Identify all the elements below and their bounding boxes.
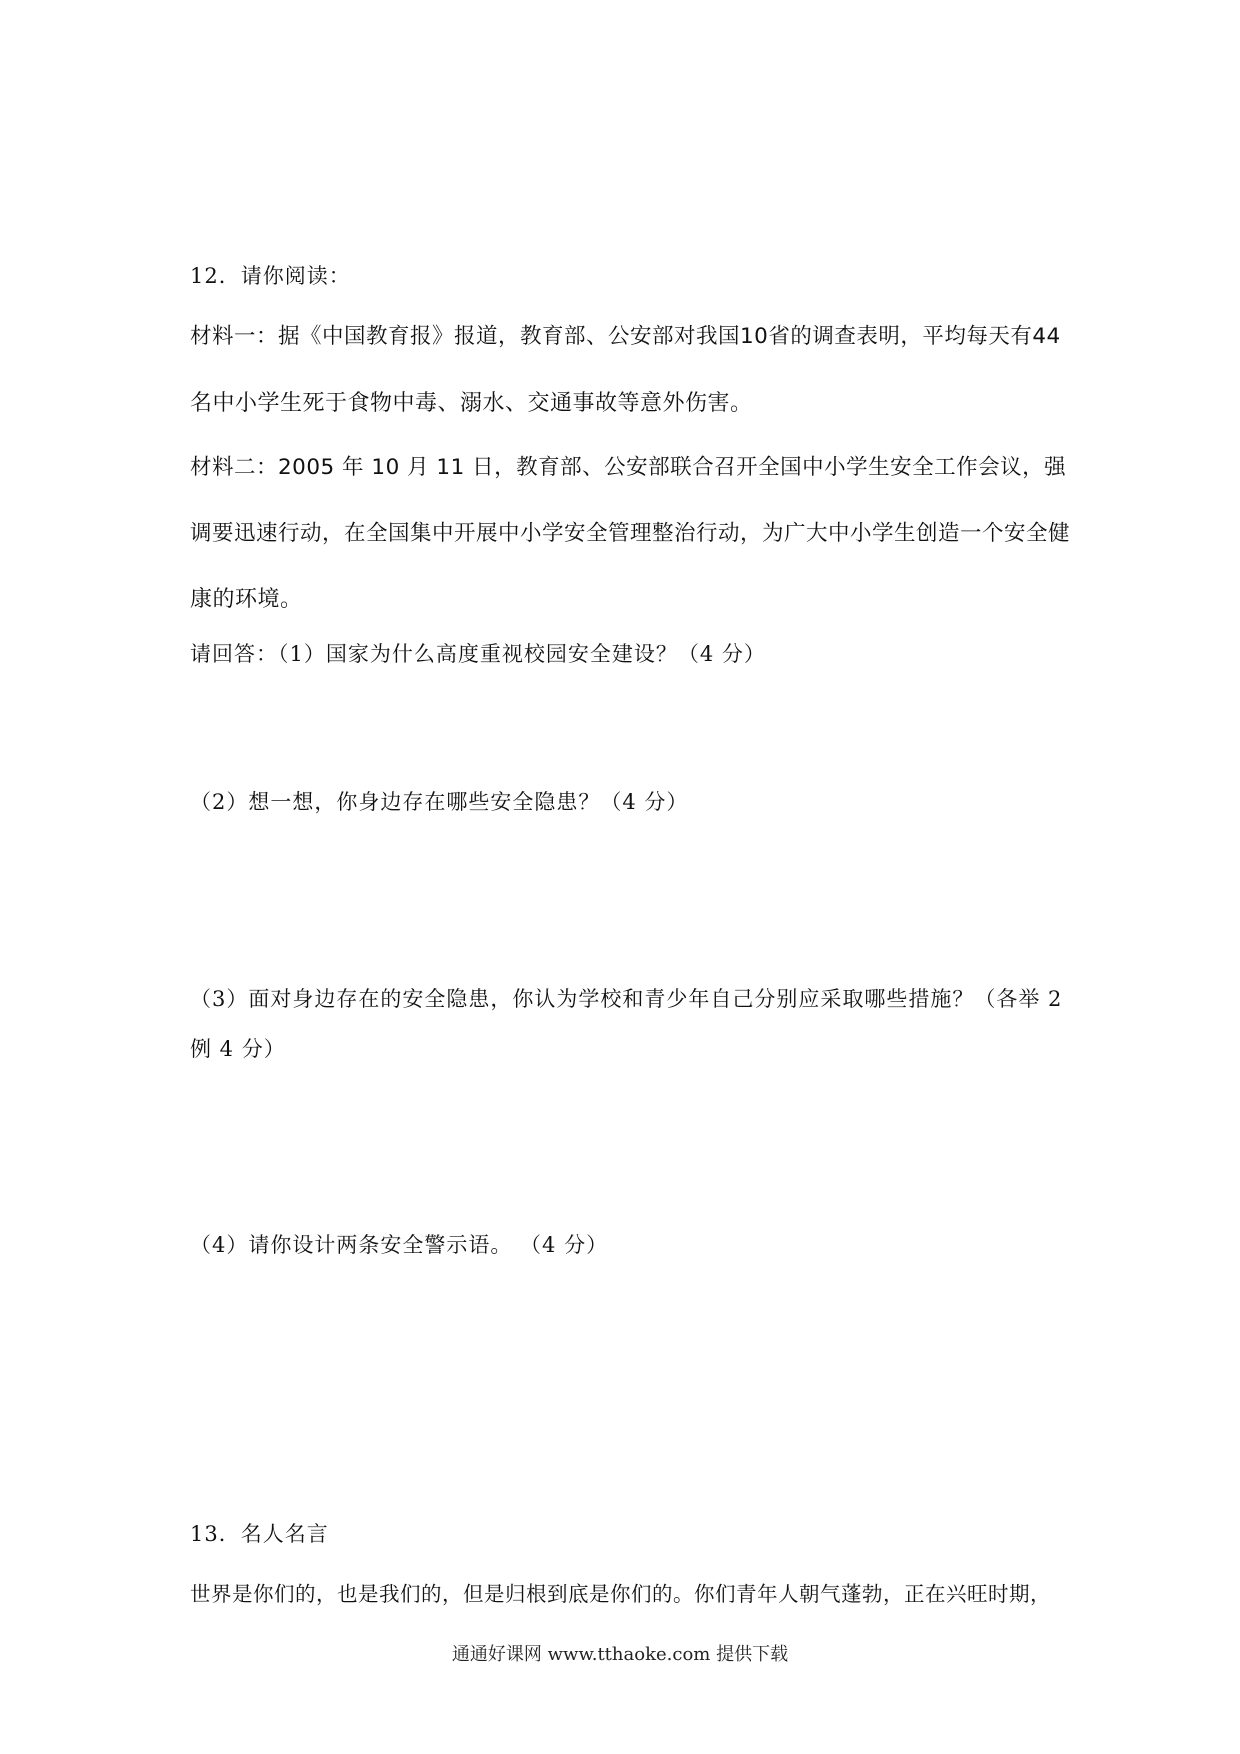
material-2-line-1: 材料二：2005 年 10 月 11 日，教育部、公安部联合召开全国中小学生安全工作会议，强 — [190, 455, 1067, 480]
question-13-heading: 13．名人名言 — [190, 1522, 329, 1546]
page-footer: 通通好课网 www.tthaoke.com 提供下载 — [451, 1644, 789, 1665]
question-12-heading: 12．请你阅读： — [190, 264, 351, 288]
material-1-line-2: 名中小学生死于食物中毒、溺水、交通事故等意外伤害。 — [190, 391, 753, 416]
sub-question-4: （4）请你设计两条安全警示语。 （4 分） — [190, 1233, 609, 1257]
sub-question-2: （2）想一想，你身边存在哪些安全隐患？（4 分） — [190, 790, 689, 814]
material-1-line-1: 材料一：据《中国教育报》报道，教育部、公安部对我国10省的调查表明，平均每天有44 — [190, 324, 1061, 349]
sub-question-3-line-2: 例 4 分） — [190, 1037, 286, 1061]
sub-question-3-line-1: （3）面对身边存在的安全隐患，你认为学校和青少年自己分别应采取哪些措施？（各举 2 — [190, 987, 1063, 1011]
material-2-line-2: 调要迅速行动，在全国集中开展中小学安全管理整治行动，为广大中小学生创造一个安全健 — [190, 521, 1071, 546]
quote-line-1: 世界是你们的，也是我们的，但是归根到底是你们的。你们青年人朝气蓬勃，正在兴旺时期， — [190, 1582, 1051, 1606]
sub-question-1: 请回答：（1）国家为什么高度重视校园安全建设？（4 分） — [190, 642, 766, 666]
material-2-line-3: 康的环境。 — [190, 587, 303, 612]
